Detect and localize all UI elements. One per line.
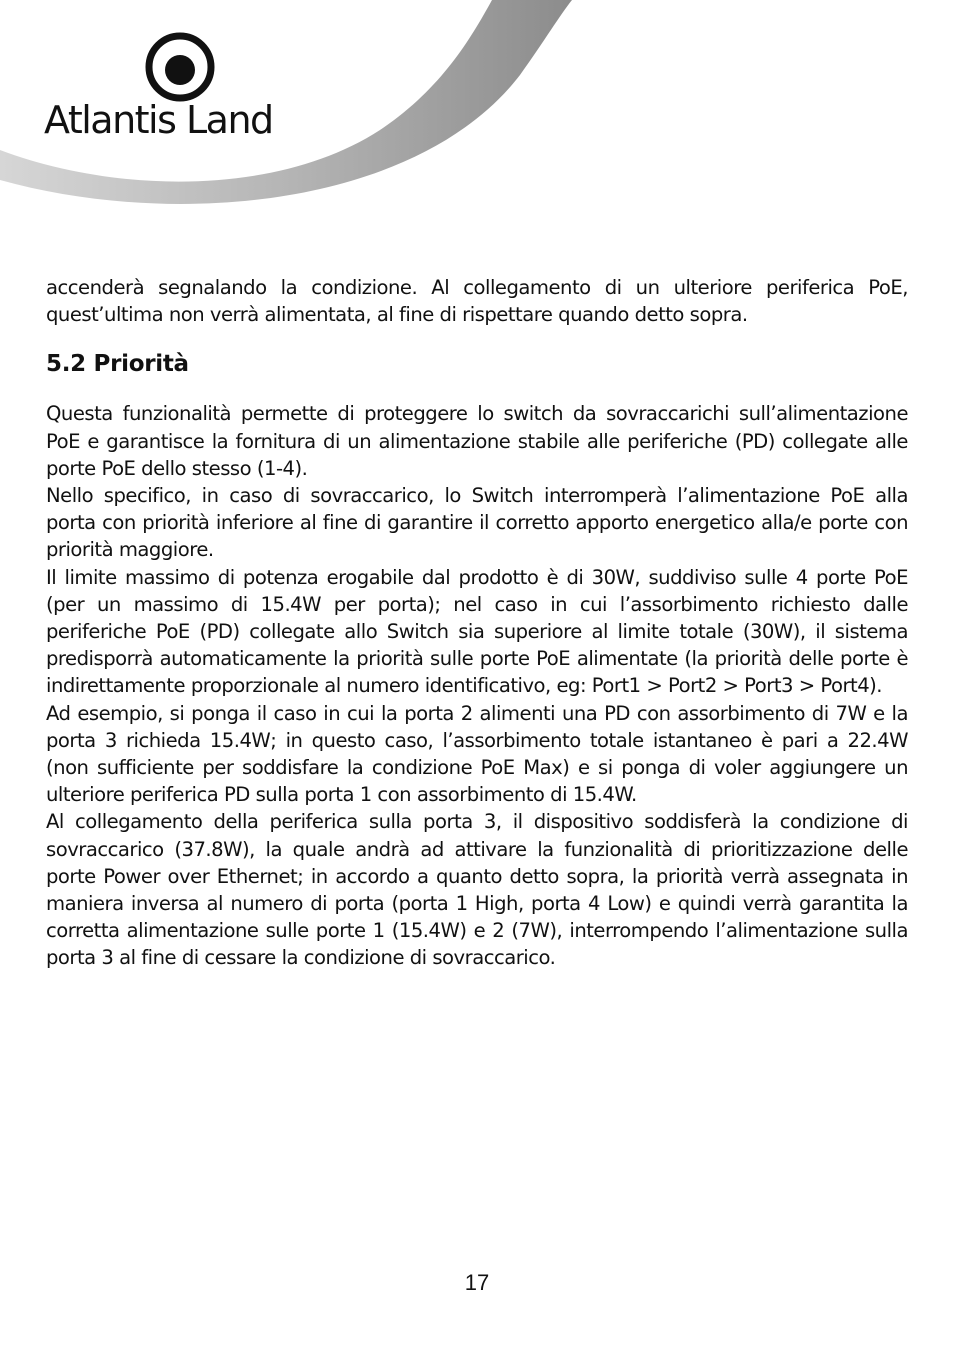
page-number: 17 — [464, 1270, 490, 1295]
intro-paragraph: accenderà segnalando la condizione. Al collegamento di un ulteriore periferica PoE, quest’ultima non verrà alimentata, al fine di rispettare quando detto sopra. — [46, 276, 908, 327]
section-heading: 5.2 Priorità — [46, 351, 189, 378]
paragraph: Nello specifico, in caso di sovraccarico, lo Switch interromperà l’alimentazione PoE alla porta con priorità inferiore al fine di garantire il corretto apporto energetico alla/e porte con priorità maggiore. — [46, 484, 908, 562]
paragraph: Il limite massimo di potenza erogabile dal prodotto è di 30W, suddiviso sulle 4 porte PoE (per un massimo di 15.4W per porta); nel caso in cui l’assorbimento richiesto dalle periferiche PoE (PD) collegate allo Switch sia superiore al limite totale (30W), il sistema predisporrà automaticamente la priorità sulle porte PoE alimentate (la priorità delle porte è indirettamente proporzionale al numero identificativo, eg: Port1 > Port2 > Port3 > Port4). — [46, 565, 908, 698]
document-body — [46, 274, 908, 972]
paragraph: Al collegamento della periferica sulla porta 3, il dispositivo soddisferà la condizione di sovraccarico (37.8W), la quale andrà ad attivare la funzionalità di prioritizzazione delle porte Power over Ethernet; in accordo a quanto detto sopra, la priorità verrà assegnata in maniera inversa al numero di porta (porta 1 High, porta 4 Low) e quindi verrà garantita la corretta alimentazione sulle porte 1 (15.4W) e 2 (7W), interrompendo l’alimentazione sulla porta 3 al fine di cessare la condizione di sovraccarico. — [46, 810, 908, 970]
paragraph: Questa funzionalità permette di proteggere lo switch da sovraccarichi sull’alimentazione PoE e garantisce la fornitura di un alimentazione stabile alle periferiche (PD) collegate alle porte PoE dello stesso (1-4). — [46, 402, 908, 480]
brand-name: Atlantis Land — [44, 98, 273, 142]
paragraph: Ad esempio, si ponga il caso in cui la porta 2 alimenti una PD con assorbimento di 7W e la porta 3 richieda 15.4W; in questo caso, l’assorbimento totale istantaneo è pari a 22.4W (non sufficiente per soddisfare la condizione PoE Max) e si ponga di voler aggiungere un ulteriore periferica PD sulla porta 1 con assorbimento di 15.4W. — [46, 701, 908, 807]
